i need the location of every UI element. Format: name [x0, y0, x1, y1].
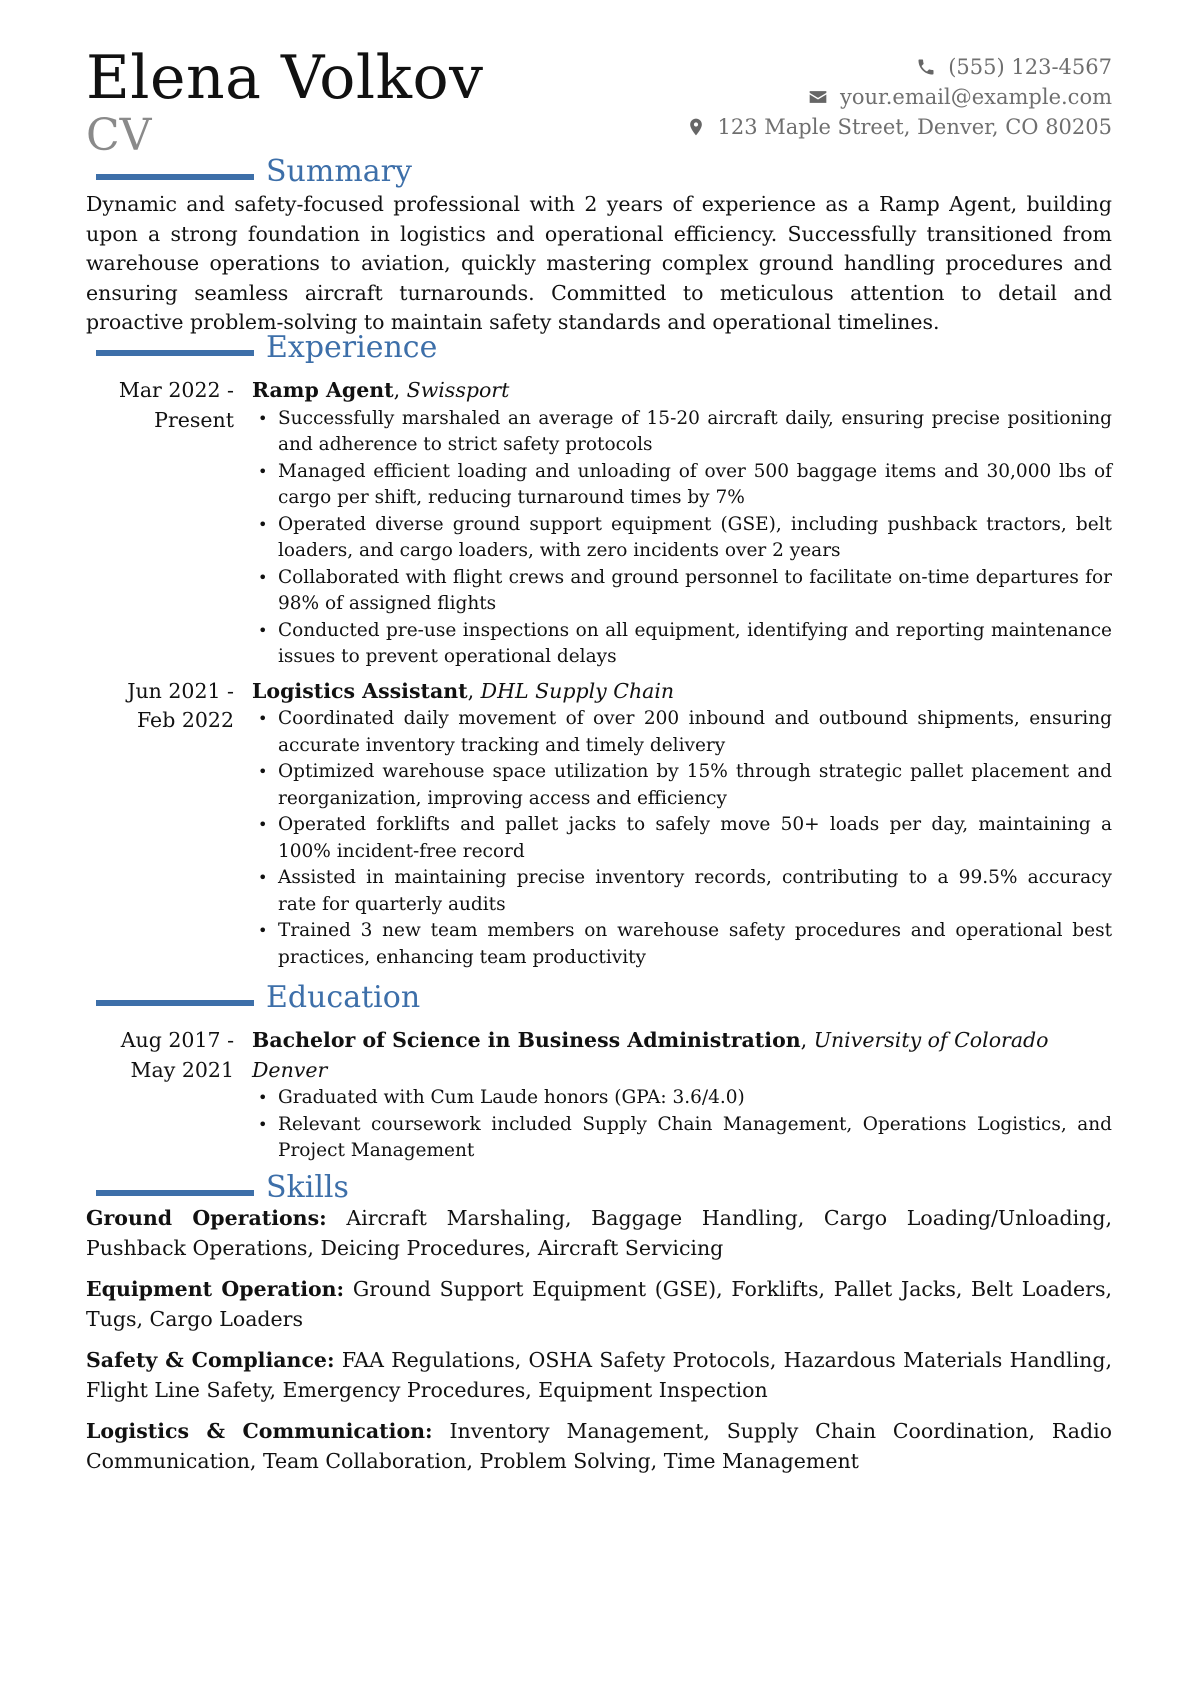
- bullet-list: [252, 706, 1112, 971]
- contact-phone: [686, 52, 1112, 82]
- job-title: Ramp Agent: [252, 378, 394, 402]
- entry-date: Jun 2021 - Feb 2022: [127, 678, 234, 732]
- skill-items: Inventory Management, Supply Chain Coordination, Radio Communication, Team Collaboration, Problem Solving, Time Management: [86, 1419, 1112, 1473]
- employer: DHL Supply Chain: [480, 678, 675, 703]
- contact-address: [686, 112, 1112, 142]
- section-title: Skills: [266, 1170, 349, 1205]
- entry-heading: Bachelor of Science in Business Administration, University of Colorado Denver: [252, 1028, 1049, 1082]
- map-pin-icon: [686, 117, 706, 137]
- section-header: [86, 982, 1112, 1020]
- bullet-item: • Coordinated daily movement of over 200 inbound and outbound shipments, ensuring accurate inventory tracking and timely delivery: [252, 706, 1112, 759]
- skills-section: [86, 1172, 1112, 1488]
- section-rule: [96, 174, 254, 180]
- institution: University of Colorado Denver: [252, 1028, 1049, 1082]
- experience-entry: [86, 376, 1112, 671]
- envelope-icon: [808, 87, 828, 107]
- employer: Swissport: [406, 378, 510, 402]
- skill-items: Aircraft Marshaling, Baggage Handling, Cargo Loading/Unloading, Pushback Operations, Deicing Procedures, Aircraft Servicing: [86, 1206, 1112, 1260]
- bullet-item: • Graduated with Cum Laude honors (GPA: 3.6/4.0): [252, 1085, 1112, 1112]
- phone-text: (555) 123-4567: [948, 55, 1112, 79]
- bullet-item: • Managed efficient loading and unloading of over 500 baggage items and 30,000 lbs of cargo per shift, reducing turnaround times by 7%: [252, 459, 1112, 512]
- bullet-item: • Operated forklifts and pallet jacks to safely move 50+ loads per day, maintaining a 100% incident-free record: [252, 812, 1112, 865]
- bullet-list: [252, 1085, 1112, 1165]
- bullet-item: • Optimized warehouse space utilization by 15% through strategic pallet placement and reorganization, improving access and efficiency: [252, 759, 1112, 812]
- contact-block: [686, 52, 1112, 142]
- email-text: your.email@example.com: [839, 85, 1112, 109]
- phone-icon: [916, 57, 936, 77]
- section-title: Experience: [266, 330, 438, 365]
- bullet-list: [252, 406, 1112, 671]
- entry-heading: Logistics Assistant, DHL Supply Chain: [252, 678, 675, 703]
- entry-date: Aug 2017 - May 2021: [120, 1028, 234, 1082]
- skill-category: Logistics & Communication:: [86, 1419, 433, 1443]
- section-header: [86, 156, 1112, 194]
- education-entry: [86, 1026, 1112, 1165]
- skill-row: [86, 1204, 1112, 1263]
- section-rule: [96, 350, 254, 356]
- bullet-item: • Operated diverse ground support equipment (GSE), including pushback tractors, belt loaders, and cargo loaders, with zero incidents over 2 years: [252, 512, 1112, 565]
- entry-heading: Ramp Agent, Swissport: [252, 378, 510, 402]
- section-rule: [96, 1000, 254, 1006]
- skill-category: Equipment Operation:: [86, 1277, 345, 1301]
- skill-items: FAA Regulations, OSHA Safety Protocols, Hazardous Materials Handling, Flight Line Safety, Emergency Procedures, Equipment Inspection: [86, 1348, 1112, 1402]
- contact-email: [686, 82, 1112, 112]
- summary-section: [86, 156, 1112, 338]
- document-title: CV: [86, 110, 152, 161]
- entry-date: Mar 2022 - Present: [118, 378, 234, 432]
- skill-category: Safety & Compliance:: [86, 1348, 335, 1372]
- experience-entry: [86, 677, 1112, 972]
- section-title: Education: [266, 980, 421, 1015]
- bullet-item: • Assisted in maintaining precise inventory records, contributing to a 99.5% accuracy rate for quarterly audits: [252, 865, 1112, 918]
- degree: Bachelor of Science in Business Administration: [252, 1028, 801, 1052]
- skill-items: Ground Support Equipment (GSE), Forklifts, Pallet Jacks, Belt Loaders, Tugs, Cargo Loaders: [86, 1277, 1112, 1331]
- skills-list: [86, 1204, 1112, 1476]
- bullet-item: • Successfully marshaled an average of 15-20 aircraft daily, ensuring precise positioning and adherence to strict safety protocols: [252, 406, 1112, 459]
- entry-body: [252, 1026, 1112, 1165]
- person-name: Elena Volkov: [86, 43, 484, 113]
- education-section: [86, 982, 1112, 1165]
- entry-body: [252, 677, 1112, 972]
- section-header: [86, 332, 1112, 370]
- section-rule: [96, 1190, 254, 1196]
- summary-text: Dynamic and safety-focused professional with 2 years of experience as a Ramp Agent, building upon a strong foundation in logistics and operational efficiency. Successfully transitioned from warehouse operations to aviation, quickly mastering complex ground handling procedures and ensuring seamless aircraft turnarounds. Committed to meticulous attention to detail and proactive problem-solving to maintain safety standards and operational timelines.: [86, 192, 1112, 334]
- job-title: Logistics Assistant: [252, 678, 468, 703]
- bullet-item: • Conducted pre-use inspections on all equipment, identifying and reporting maintenance issues to prevent operational delays: [252, 618, 1112, 671]
- skill-row: [86, 1346, 1112, 1405]
- entry-body: [252, 376, 1112, 671]
- bullet-item: • Relevant coursework included Supply Chain Management, Operations Logistics, and Project Management: [252, 1112, 1112, 1165]
- experience-section: [86, 332, 1112, 971]
- bullet-item: • Collaborated with flight crews and ground personnel to facilitate on-time departures for 98% of assigned flights: [252, 565, 1112, 618]
- skill-row: [86, 1275, 1112, 1334]
- skill-category: Ground Operations:: [86, 1206, 327, 1230]
- section-header: [86, 1172, 1112, 1210]
- bullet-item: • Trained 3 new team members on warehouse safety procedures and operational best practices, enhancing team productivity: [252, 918, 1112, 971]
- section-title: Summary: [266, 154, 412, 189]
- skill-row: [86, 1417, 1112, 1476]
- address-text: 123 Maple Street, Denver, CO 80205: [717, 115, 1112, 139]
